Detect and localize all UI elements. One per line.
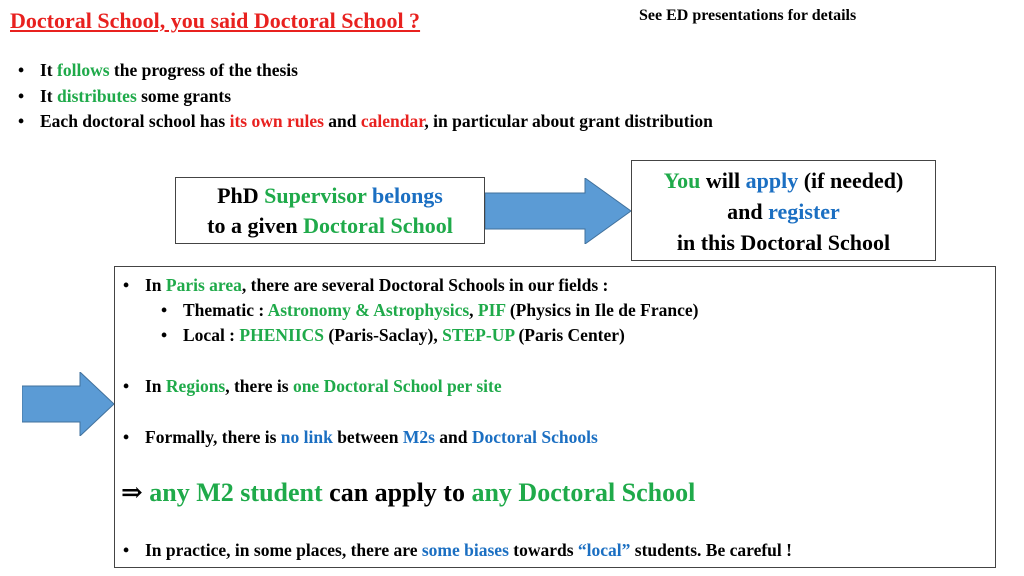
apply-line-2: and register [727, 199, 840, 224]
apply-line-3: in this Doctoral School [676, 230, 891, 255]
sub-bullet-local: • Local : PHENIICS (Paris-Saclay), STEP-UP (Paris Center) [161, 325, 625, 345]
see-ed-note: See ED presentations for details [639, 7, 857, 24]
supervisor-line-2: to a given Doctoral School [207, 213, 453, 238]
apply-box [631, 160, 936, 261]
supervisor-box [175, 177, 485, 244]
bullet-regions: • In Regions, there is one Doctoral School per site [123, 376, 502, 396]
bullet-dot: • [123, 275, 130, 295]
bullet-dot: • [123, 427, 130, 447]
bullet-follows: • It follows the progress of the thesis [18, 58, 713, 84]
highlight-follows: follows [57, 60, 110, 80]
bullet-dot: • [18, 85, 25, 106]
highlight-own-rules: its own rules [229, 111, 324, 131]
bullet-dot: • [18, 60, 25, 80]
supervisor-line-1: PhD Supervisor belongs [217, 183, 443, 208]
bullet-dot: • [18, 111, 25, 131]
bullet-formally: • Formally, there is no link between M2s and Doctoral Schools [123, 427, 598, 447]
bullet-paris-area: • In Paris area, there are several Doctoral Schools in our fields : [123, 275, 609, 295]
bullet-dot: • [123, 376, 130, 396]
right-arrow-icon [485, 178, 633, 244]
bullet-dot: • [161, 300, 168, 320]
main-content-box [114, 266, 996, 568]
top-bullet-list [18, 58, 713, 135]
bullet-rules: • Each doctoral school has its own rules and calendar, in particular about grant distribution [18, 109, 713, 135]
highlight-distributes: distributes [57, 85, 137, 106]
bullet-dot: • [123, 540, 130, 560]
right-arrow-icon [22, 372, 116, 436]
page-title: Doctoral School, you said Doctoral School ? [10, 8, 421, 33]
bullet-in-practice: • In practice, in some places, there are some biases towards “local” students. Be careful ! [123, 540, 792, 560]
highlight-calendar: calendar [360, 111, 425, 131]
bullet-distributes: • It distributes some grants [18, 84, 713, 110]
implies-symbol: ⇒ [121, 478, 143, 507]
implication-line: ⇒ any M2 student can apply to any Doctoral School [121, 478, 696, 507]
sub-bullet-thematic: • Thematic : Astronomy & Astrophysics, PIF (Physics in Ile de France) [161, 300, 699, 320]
apply-line-1: You will apply (if needed) [663, 168, 904, 193]
bullet-dot: • [161, 325, 168, 345]
